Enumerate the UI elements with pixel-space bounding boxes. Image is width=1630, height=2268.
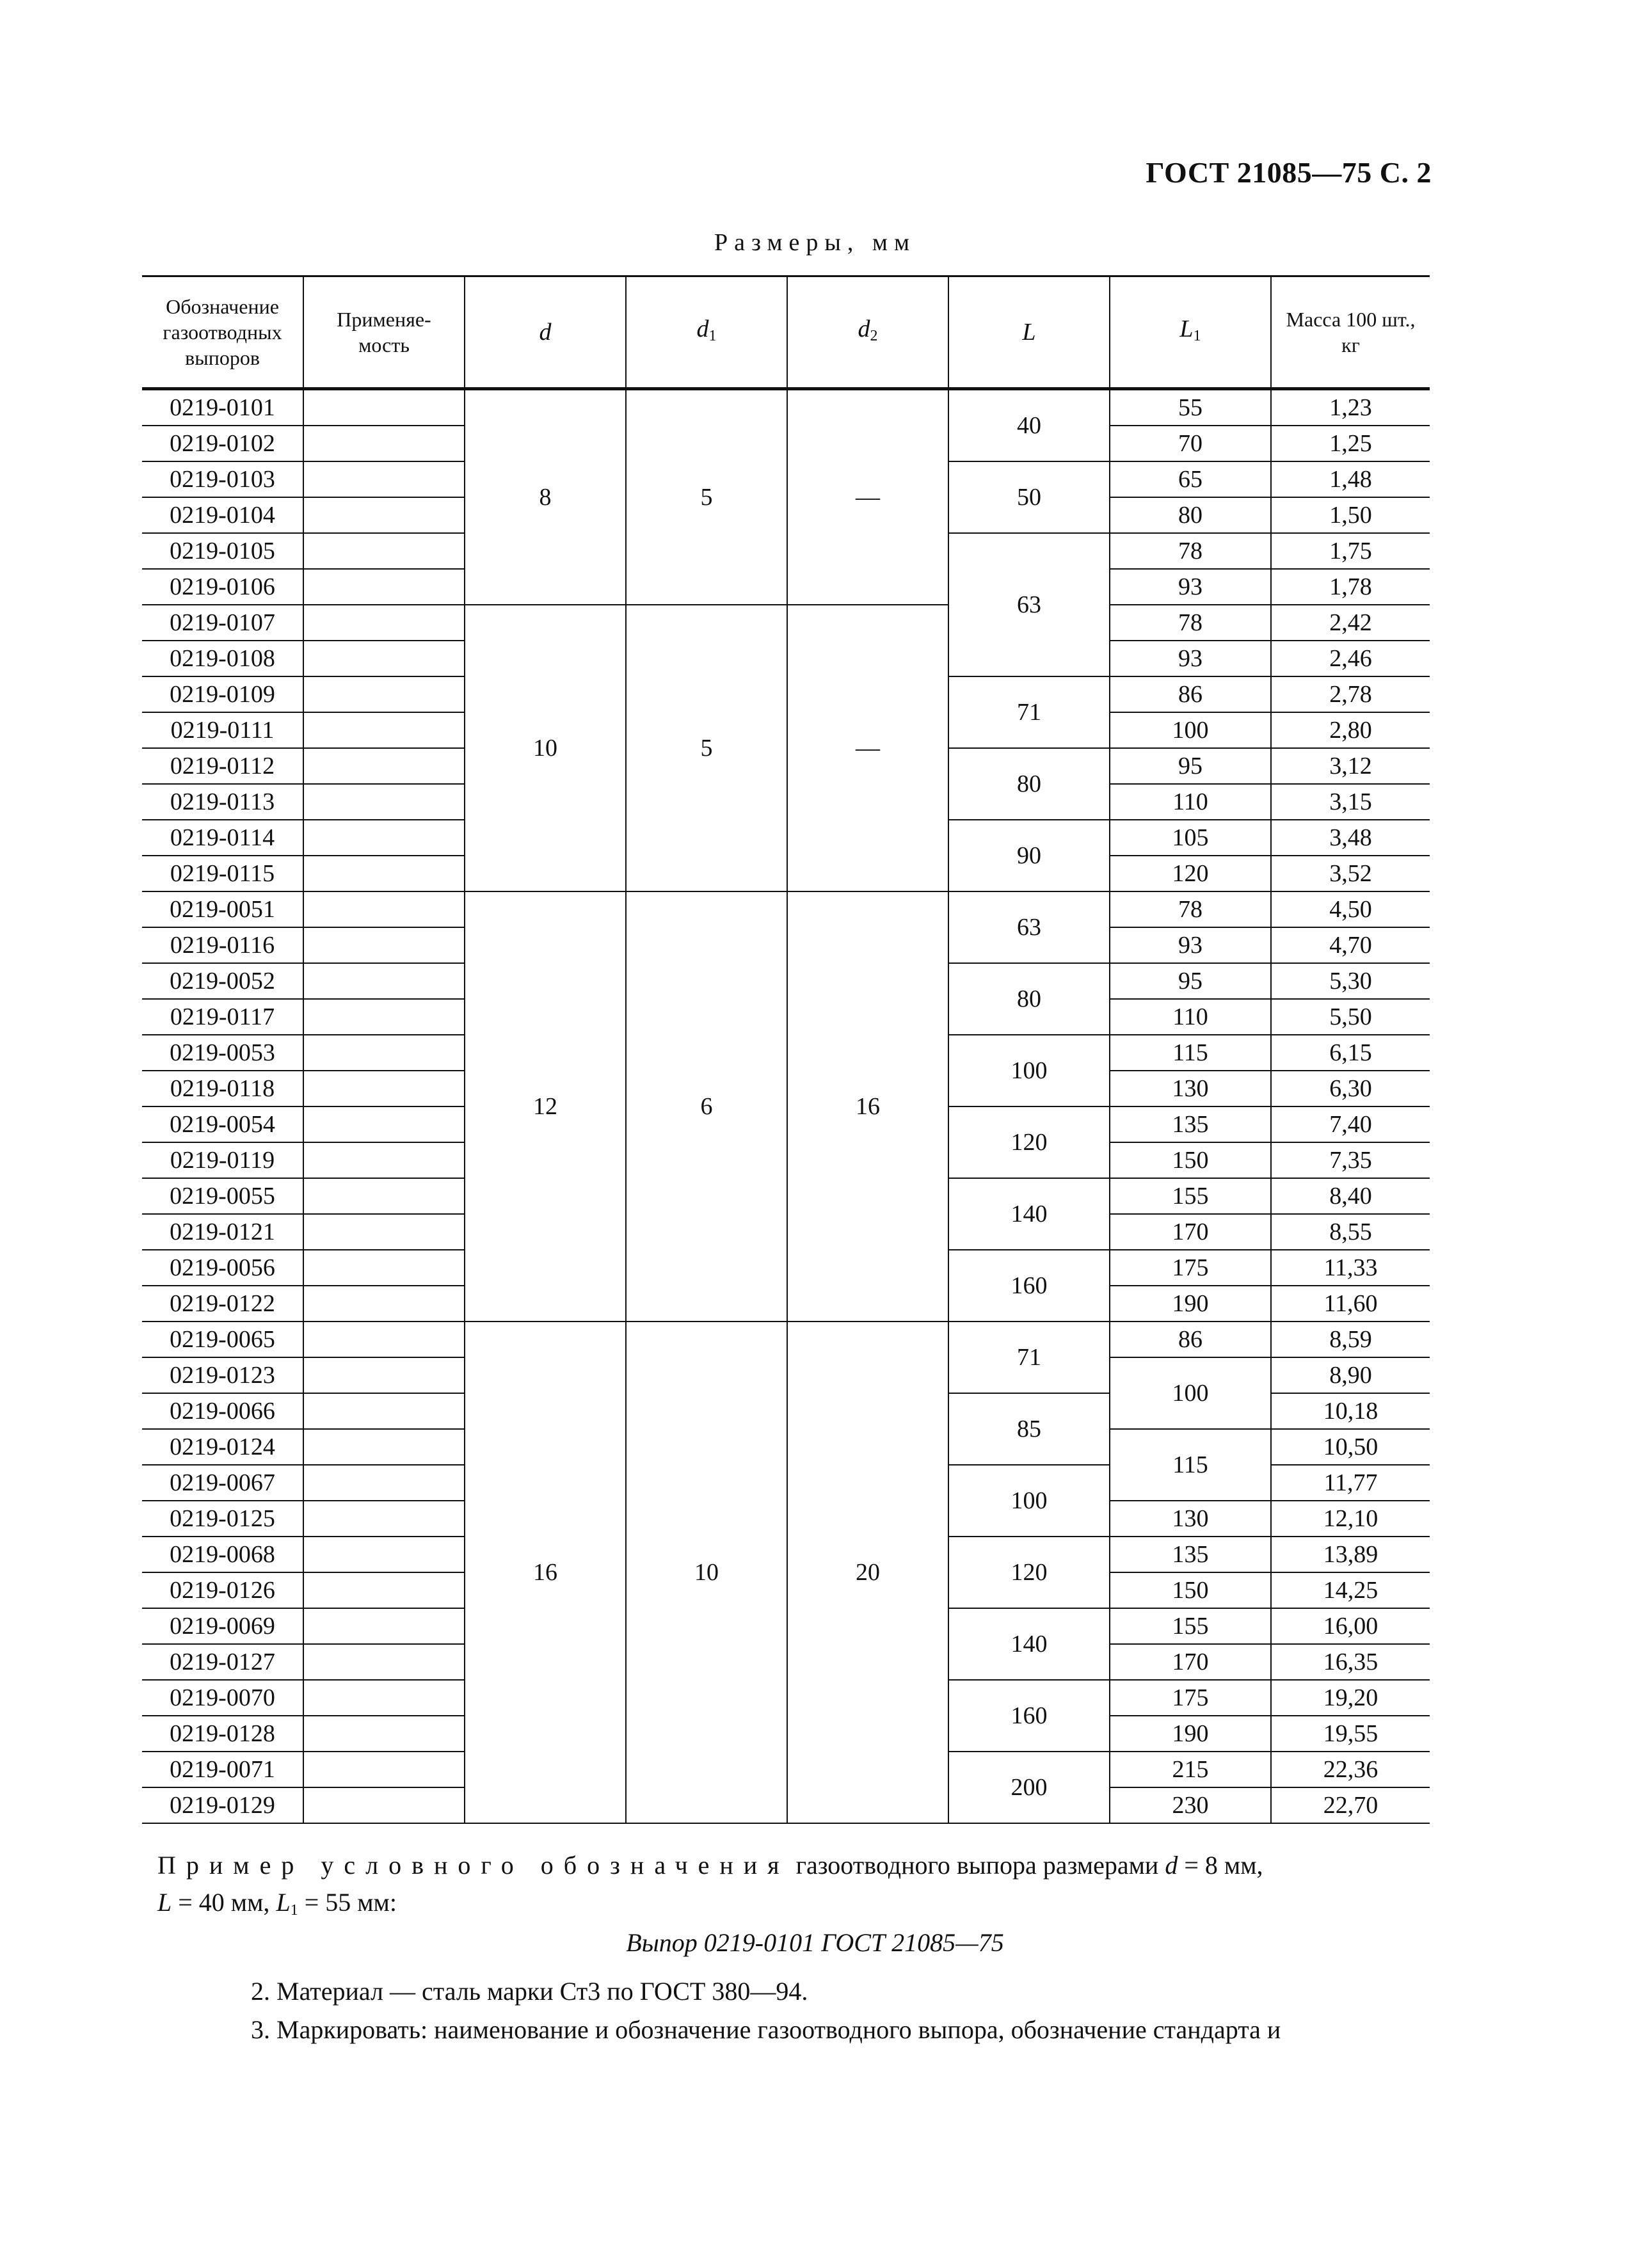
cell-mass: 7,35 <box>1271 1142 1430 1178</box>
cell-designation: 0219-0124 <box>142 1429 303 1465</box>
cell-L: 140 <box>948 1178 1110 1250</box>
cell-applicability <box>303 1680 465 1716</box>
cell-mass: 11,77 <box>1271 1465 1430 1501</box>
cell-d: 8 <box>465 389 626 605</box>
header-designation: Обозначение газоотводных выпоров <box>142 276 303 389</box>
header-d: d <box>465 276 626 389</box>
table-caption-text: Размеры, мм <box>714 229 916 256</box>
cell-mass: 3,12 <box>1271 748 1430 784</box>
example-var-L1: L <box>276 1888 291 1917</box>
cell-designation: 0219-0070 <box>142 1680 303 1716</box>
cell-L: 120 <box>948 1106 1110 1178</box>
cell-L: 100 <box>948 1035 1110 1106</box>
cell-designation: 0219-0123 <box>142 1357 303 1393</box>
cell-L1: 135 <box>1110 1106 1271 1142</box>
cell-L: 71 <box>948 676 1110 748</box>
example-text-1: газоотводного выпора размерами <box>789 1851 1165 1880</box>
cell-L: 100 <box>948 1465 1110 1537</box>
table-row <box>142 605 1430 641</box>
cell-L: 120 <box>948 1537 1110 1608</box>
header-applicability <box>303 276 465 389</box>
cell-mass: 14,25 <box>1271 1572 1430 1608</box>
cell-L1: 70 <box>1110 426 1271 461</box>
cell-designation: 0219-0051 <box>142 891 303 927</box>
cell-mass: 1,75 <box>1271 533 1430 569</box>
cell-mass: 10,18 <box>1271 1393 1430 1429</box>
header-d2-main: d <box>858 315 870 342</box>
cell-mass: 4,50 <box>1271 891 1430 927</box>
cell-L: 50 <box>948 461 1110 533</box>
cell-applicability <box>303 784 465 820</box>
cell-L1: 120 <box>1110 856 1271 891</box>
cell-L1: 86 <box>1110 676 1271 712</box>
cell-L1: 93 <box>1110 569 1271 605</box>
cell-d1: 5 <box>626 605 787 891</box>
cell-L1: 215 <box>1110 1752 1271 1787</box>
cell-mass: 2,42 <box>1271 605 1430 641</box>
cell-mass: 2,46 <box>1271 641 1430 676</box>
cell-mass: 1,23 <box>1271 389 1430 426</box>
cell-L1: 150 <box>1110 1142 1271 1178</box>
cell-designation: 0219-0054 <box>142 1106 303 1142</box>
cell-applicability <box>303 1501 465 1537</box>
cell-L: 200 <box>948 1752 1110 1823</box>
cell-mass: 5,30 <box>1271 963 1430 999</box>
example-var-L: L <box>157 1888 172 1917</box>
cell-applicability <box>303 1716 465 1752</box>
cell-mass: 2,78 <box>1271 676 1430 712</box>
cell-L: 80 <box>948 963 1110 1035</box>
cell-L1: 170 <box>1110 1214 1271 1250</box>
header-L1-main: L <box>1179 315 1194 342</box>
cell-mass: 3,48 <box>1271 820 1430 856</box>
cell-designation: 0219-0129 <box>142 1787 303 1823</box>
cell-L: 71 <box>948 1322 1110 1393</box>
dimensions-table <box>142 275 1430 1824</box>
cell-designation: 0219-0119 <box>142 1142 303 1178</box>
cell-designation: 0219-0117 <box>142 999 303 1035</box>
cell-applicability <box>303 1142 465 1178</box>
cell-applicability <box>303 1393 465 1429</box>
cell-applicability <box>303 461 465 497</box>
designation-example-intro <box>157 1847 1437 1929</box>
header-d1-sub: 1 <box>708 327 717 344</box>
cell-mass: 8,59 <box>1271 1322 1430 1357</box>
cell-applicability <box>303 1429 465 1465</box>
cell-L1: 100 <box>1110 712 1271 748</box>
cell-designation: 0219-0066 <box>142 1393 303 1429</box>
cell-applicability <box>303 999 465 1035</box>
cell-mass: 11,60 <box>1271 1286 1430 1322</box>
table-header-row <box>142 276 1430 389</box>
designation-example: Выпор 0219-0101 ГОСТ 21085—75 <box>626 1928 1004 1957</box>
cell-applicability <box>303 820 465 856</box>
paragraph-material: 2. Материал — сталь марки Ст3 по ГОСТ 380—94. <box>251 1977 808 2006</box>
cell-designation: 0219-0121 <box>142 1214 303 1250</box>
cell-L1: 175 <box>1110 1680 1271 1716</box>
cell-mass: 8,40 <box>1271 1178 1430 1214</box>
cell-applicability <box>303 1286 465 1322</box>
cell-applicability <box>303 1071 465 1106</box>
cell-L1: 115 <box>1110 1429 1271 1501</box>
header-mass: Масса 100 шт., кг <box>1271 276 1430 389</box>
cell-d2: 20 <box>787 1322 948 1823</box>
cell-L1: 130 <box>1110 1501 1271 1537</box>
cell-mass: 8,55 <box>1271 1214 1430 1250</box>
cell-applicability <box>303 856 465 891</box>
cell-applicability <box>303 963 465 999</box>
cell-designation: 0219-0122 <box>142 1286 303 1322</box>
cell-designation: 0219-0115 <box>142 856 303 891</box>
paragraph-marking: 3. Маркировать: наименование и обозначение газоотводного выпора, обозначение стандарта и <box>251 2015 1281 2044</box>
cell-applicability <box>303 1214 465 1250</box>
cell-L1: 175 <box>1110 1250 1271 1286</box>
cell-applicability <box>303 497 465 533</box>
cell-L: 85 <box>948 1393 1110 1465</box>
cell-L1: 105 <box>1110 820 1271 856</box>
cell-mass: 3,52 <box>1271 856 1430 891</box>
cell-applicability <box>303 1035 465 1071</box>
cell-applicability <box>303 748 465 784</box>
cell-applicability <box>303 1644 465 1680</box>
example-text-2: = 8 мм, <box>1178 1851 1263 1880</box>
example-text-4: = 55 мм: <box>298 1888 397 1917</box>
cell-mass: 22,70 <box>1271 1787 1430 1823</box>
cell-L: 140 <box>948 1608 1110 1680</box>
cell-designation: 0219-0104 <box>142 497 303 533</box>
header-L1-sub: 1 <box>1193 327 1201 344</box>
cell-L1: 55 <box>1110 389 1271 426</box>
cell-applicability <box>303 1572 465 1608</box>
cell-designation: 0219-0114 <box>142 820 303 856</box>
cell-applicability <box>303 927 465 963</box>
cell-designation: 0219-0111 <box>142 712 303 748</box>
cell-mass: 13,89 <box>1271 1537 1430 1572</box>
cell-designation: 0219-0108 <box>142 641 303 676</box>
cell-applicability <box>303 1178 465 1214</box>
cell-designation: 0219-0069 <box>142 1608 303 1644</box>
example-spaced-text: Пример условного обозначения <box>157 1851 790 1880</box>
cell-L1: 78 <box>1110 605 1271 641</box>
header-applicability-text: Применяе- мость <box>337 308 431 356</box>
header-L: L <box>948 276 1110 389</box>
cell-mass: 16,35 <box>1271 1644 1430 1680</box>
header-d1 <box>626 276 787 389</box>
table-body <box>142 389 1430 1824</box>
cell-mass: 8,90 <box>1271 1357 1430 1393</box>
cell-designation: 0219-0065 <box>142 1322 303 1357</box>
cell-d2: — <box>787 389 948 605</box>
cell-designation: 0219-0101 <box>142 389 303 426</box>
cell-applicability <box>303 1608 465 1644</box>
cell-designation: 0219-0067 <box>142 1465 303 1501</box>
cell-L1: 230 <box>1110 1787 1271 1823</box>
cell-designation: 0219-0053 <box>142 1035 303 1071</box>
cell-L1: 190 <box>1110 1286 1271 1322</box>
cell-applicability <box>303 605 465 641</box>
cell-d: 10 <box>465 605 626 891</box>
cell-L: 160 <box>948 1680 1110 1752</box>
cell-applicability <box>303 1250 465 1286</box>
table-row <box>142 389 1430 426</box>
cell-mass: 6,30 <box>1271 1071 1430 1106</box>
cell-designation: 0219-0055 <box>142 1178 303 1214</box>
cell-L1: 170 <box>1110 1644 1271 1680</box>
cell-mass: 2,80 <box>1271 712 1430 748</box>
cell-applicability <box>303 1537 465 1572</box>
cell-L1: 130 <box>1110 1071 1271 1106</box>
header-d1-main: d <box>696 315 709 342</box>
cell-d: 12 <box>465 891 626 1322</box>
cell-L: 40 <box>948 389 1110 462</box>
cell-designation: 0219-0102 <box>142 426 303 461</box>
cell-L1: 115 <box>1110 1035 1271 1071</box>
cell-mass: 5,50 <box>1271 999 1430 1035</box>
cell-mass: 4,70 <box>1271 927 1430 963</box>
cell-applicability <box>303 389 465 426</box>
cell-designation: 0219-0112 <box>142 748 303 784</box>
cell-mass: 1,48 <box>1271 461 1430 497</box>
cell-mass: 16,00 <box>1271 1608 1430 1644</box>
cell-applicability <box>303 1106 465 1142</box>
cell-designation: 0219-0116 <box>142 927 303 963</box>
cell-L: 80 <box>948 748 1110 820</box>
cell-applicability <box>303 1465 465 1501</box>
cell-d: 16 <box>465 1322 626 1823</box>
table-row <box>142 891 1430 927</box>
cell-L1: 65 <box>1110 461 1271 497</box>
cell-d1: 6 <box>626 891 787 1322</box>
cell-d2: 16 <box>787 891 948 1322</box>
cell-d1: 5 <box>626 389 787 605</box>
cell-mass: 7,40 <box>1271 1106 1430 1142</box>
cell-L1: 135 <box>1110 1537 1271 1572</box>
cell-applicability <box>303 1787 465 1823</box>
cell-mass: 19,55 <box>1271 1716 1430 1752</box>
cell-L: 160 <box>948 1250 1110 1322</box>
cell-designation: 0219-0125 <box>142 1501 303 1537</box>
cell-L: 63 <box>948 533 1110 676</box>
page-header: ГОСТ 21085—75 С. 2 <box>1146 156 1432 189</box>
cell-applicability <box>303 712 465 748</box>
cell-designation: 0219-0052 <box>142 963 303 999</box>
cell-designation: 0219-0068 <box>142 1537 303 1572</box>
cell-designation: 0219-0107 <box>142 605 303 641</box>
cell-L1: 150 <box>1110 1572 1271 1608</box>
cell-L1: 78 <box>1110 533 1271 569</box>
cell-applicability <box>303 533 465 569</box>
cell-applicability <box>303 1322 465 1357</box>
cell-L1: 155 <box>1110 1178 1271 1214</box>
cell-applicability <box>303 426 465 461</box>
cell-L1: 95 <box>1110 748 1271 784</box>
cell-applicability <box>303 1357 465 1393</box>
cell-mass: 11,33 <box>1271 1250 1430 1286</box>
cell-applicability <box>303 676 465 712</box>
cell-d1: 10 <box>626 1322 787 1823</box>
cell-mass: 3,15 <box>1271 784 1430 820</box>
cell-L1: 80 <box>1110 497 1271 533</box>
example-text-3: = 40 мм, <box>172 1888 276 1917</box>
cell-L1: 93 <box>1110 927 1271 963</box>
cell-designation: 0219-0118 <box>142 1071 303 1106</box>
example-var-L1-sub: 1 <box>290 1902 298 1919</box>
cell-L1: 86 <box>1110 1322 1271 1357</box>
table-caption <box>0 228 1630 257</box>
cell-L1: 110 <box>1110 999 1271 1035</box>
cell-mass: 12,10 <box>1271 1501 1430 1537</box>
cell-L1: 190 <box>1110 1716 1271 1752</box>
header-L1 <box>1110 276 1271 389</box>
cell-designation: 0219-0113 <box>142 784 303 820</box>
header-d2-sub: 2 <box>870 327 878 344</box>
cell-L: 90 <box>948 820 1110 891</box>
cell-applicability <box>303 1752 465 1787</box>
cell-L1: 78 <box>1110 891 1271 927</box>
cell-L1: 100 <box>1110 1357 1271 1429</box>
cell-applicability <box>303 891 465 927</box>
table-row <box>142 1322 1430 1357</box>
cell-designation: 0219-0056 <box>142 1250 303 1286</box>
cell-mass: 22,36 <box>1271 1752 1430 1787</box>
cell-designation: 0219-0109 <box>142 676 303 712</box>
cell-mass: 6,15 <box>1271 1035 1430 1071</box>
cell-designation: 0219-0105 <box>142 533 303 569</box>
cell-mass: 1,78 <box>1271 569 1430 605</box>
cell-designation: 0219-0128 <box>142 1716 303 1752</box>
cell-d2: — <box>787 605 948 891</box>
cell-designation: 0219-0126 <box>142 1572 303 1608</box>
cell-mass: 1,25 <box>1271 426 1430 461</box>
cell-applicability <box>303 641 465 676</box>
cell-designation: 0219-0127 <box>142 1644 303 1680</box>
cell-applicability <box>303 569 465 605</box>
cell-L1: 110 <box>1110 784 1271 820</box>
header-d2 <box>787 276 948 389</box>
cell-designation: 0219-0103 <box>142 461 303 497</box>
example-var-d: d <box>1165 1851 1178 1880</box>
cell-L1: 155 <box>1110 1608 1271 1644</box>
cell-mass: 10,50 <box>1271 1429 1430 1465</box>
cell-mass: 1,50 <box>1271 497 1430 533</box>
cell-designation: 0219-0106 <box>142 569 303 605</box>
cell-designation: 0219-0071 <box>142 1752 303 1787</box>
cell-L1: 93 <box>1110 641 1271 676</box>
cell-mass: 19,20 <box>1271 1680 1430 1716</box>
cell-L: 63 <box>948 891 1110 963</box>
cell-L1: 95 <box>1110 963 1271 999</box>
